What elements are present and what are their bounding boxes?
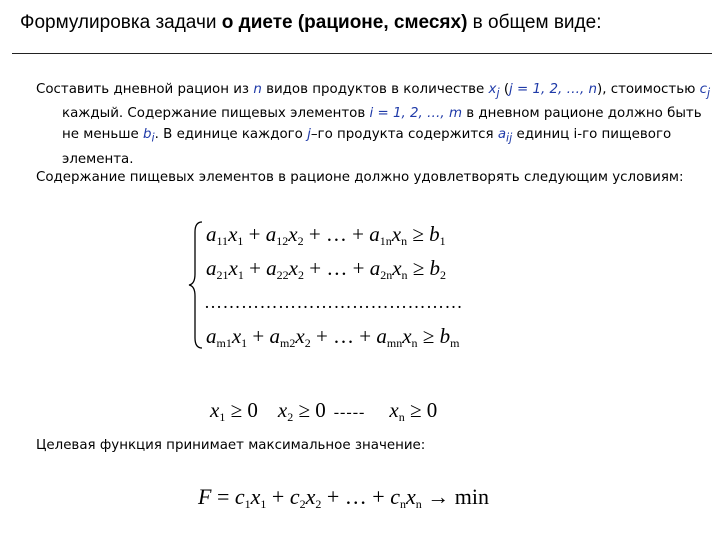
index: 2 xyxy=(315,497,322,511)
title-emphasis: о диете (рационе, смесях) xyxy=(221,12,468,33)
index: 2 xyxy=(304,336,311,350)
coef-a: a xyxy=(266,256,277,280)
var-x: x xyxy=(250,484,261,509)
ge-zero: ≥ 0 xyxy=(404,398,438,422)
sub-i: i xyxy=(151,131,155,145)
index: 2 xyxy=(298,268,304,282)
index: m1 xyxy=(216,336,232,350)
var-x: x xyxy=(277,398,288,422)
j-range: j = 1, 2, …, n xyxy=(509,82,597,97)
index: n xyxy=(401,234,408,248)
dash-separator: ----- xyxy=(333,404,366,421)
coef-a: a xyxy=(265,222,277,246)
title-prefix: Формулировка задачи xyxy=(20,12,222,33)
rhs-b: b xyxy=(439,324,451,348)
arrow-icon: → xyxy=(421,484,455,509)
constraint-row-m xyxy=(206,324,459,351)
index: m xyxy=(450,336,460,350)
plus: + xyxy=(243,222,266,246)
index: 22 xyxy=(276,268,289,282)
var-x: x xyxy=(288,256,298,280)
rhs-b: b xyxy=(429,222,440,246)
ellipsis-sum: + … + xyxy=(321,484,391,509)
index: 11 xyxy=(216,234,229,248)
var-x: x xyxy=(228,256,238,280)
sub-j: j xyxy=(707,86,711,100)
ge-zero: ≥ 0 xyxy=(225,398,258,422)
index: 1 xyxy=(241,336,248,350)
var-x: x xyxy=(295,324,305,348)
index: n xyxy=(399,497,406,511)
problem-statement xyxy=(36,80,720,171)
index: 12 xyxy=(276,234,289,248)
coef-a: a xyxy=(369,222,380,246)
coef-a: a xyxy=(206,222,217,246)
text-run: Составить дневной рацион из xyxy=(36,82,254,97)
var-x: x xyxy=(402,324,412,348)
index: 1 xyxy=(439,234,446,248)
index: m2 xyxy=(280,336,296,350)
ge-zero: ≥ 0 xyxy=(293,398,326,422)
index: 1 xyxy=(237,234,244,248)
coef-a: a xyxy=(376,324,387,348)
text-run: видов продуктов в количестве xyxy=(261,82,489,97)
constraints-intro: Содержание пищевых элементов в рационе должно удовлетворять следующим условиям: xyxy=(36,170,684,185)
var-x: x xyxy=(305,484,316,509)
var-x: x xyxy=(231,324,242,348)
index: 2n xyxy=(380,268,393,282)
constraint-row-2 xyxy=(206,256,446,283)
rhs-b: b xyxy=(429,256,441,280)
title-divider xyxy=(12,53,712,54)
ge-sign: ≥ xyxy=(407,222,430,246)
plus: + xyxy=(266,484,290,509)
var-n: n xyxy=(253,82,262,97)
constraint-row-1 xyxy=(206,222,446,249)
ellipsis-sum: + … + xyxy=(303,222,370,246)
var-x: x xyxy=(405,484,416,509)
equals: = xyxy=(211,484,235,509)
var-bi xyxy=(143,127,155,145)
index: 21 xyxy=(216,268,229,282)
var-a: a xyxy=(497,127,507,143)
title-suffix: в общем виде: xyxy=(467,12,602,33)
var-aij xyxy=(497,127,513,145)
var-x: x xyxy=(389,398,399,422)
coef-a: a xyxy=(369,256,381,280)
ge-sign: ≥ xyxy=(407,256,430,280)
ge-sign: ≥ xyxy=(417,324,440,348)
index: 1 xyxy=(244,497,251,511)
text-run: в дневном рационе должно быть не меньше xyxy=(62,106,702,143)
index: 1 xyxy=(260,497,267,511)
var-x: x xyxy=(392,256,402,280)
index: n xyxy=(401,268,408,282)
ellipsis-sum: + … + xyxy=(304,256,370,280)
text-run: . В единице каждого xyxy=(154,127,308,143)
i-range: i = 1, 2, …, m xyxy=(369,106,462,122)
objective-goal: min xyxy=(454,484,489,509)
text-run: единиц i-го пищевого элемента. xyxy=(62,127,672,167)
ellipsis-sum: + … + xyxy=(310,324,377,348)
text-run: ( xyxy=(499,82,510,97)
var-x: x xyxy=(210,398,220,422)
var-c: c xyxy=(699,82,708,97)
objective-function xyxy=(198,484,489,512)
sub-ij: ij xyxy=(506,131,513,145)
index: 2 xyxy=(297,234,304,248)
index: 2 xyxy=(287,410,294,424)
left-brace-icon xyxy=(186,218,206,352)
index: mn xyxy=(386,336,403,350)
text-run: –го продукта содержится xyxy=(310,127,498,143)
plus: + xyxy=(243,256,267,280)
index: n xyxy=(398,410,405,424)
index: 2 xyxy=(440,268,447,282)
coef-c: c xyxy=(390,484,400,509)
var-x: x xyxy=(288,222,298,246)
coef-a: a xyxy=(269,324,281,348)
index: 1 xyxy=(219,410,226,424)
constraint-system xyxy=(186,218,486,352)
ellipsis-row: …………………………………… xyxy=(204,292,463,312)
index: 1n xyxy=(379,234,392,248)
func-F: F xyxy=(198,484,212,509)
var-j: j xyxy=(307,127,311,143)
var-x: x xyxy=(488,82,497,97)
nonnegativity-conditions xyxy=(210,398,437,425)
index: n xyxy=(411,336,418,350)
index: 1 xyxy=(237,268,244,282)
var-x: x xyxy=(228,222,238,246)
coef-c: c xyxy=(234,484,245,509)
coef-a: a xyxy=(206,256,217,280)
objective-intro: Целевая функция принимает максимальное значение: xyxy=(36,438,426,453)
var-cj xyxy=(699,82,711,100)
sub-j: j xyxy=(496,86,500,100)
index: 2 xyxy=(299,497,306,511)
text-run: ), стоимостью xyxy=(596,82,700,97)
var-x: x xyxy=(391,222,402,246)
coef-c: c xyxy=(289,484,300,509)
var-b: b xyxy=(143,127,152,143)
text-run: каждый. Содержание пищевых элементов xyxy=(62,106,370,122)
plus: + xyxy=(247,324,270,348)
index: n xyxy=(415,497,422,511)
slide-title xyxy=(20,12,710,34)
coef-a: a xyxy=(206,324,217,348)
var-xj xyxy=(488,82,500,100)
